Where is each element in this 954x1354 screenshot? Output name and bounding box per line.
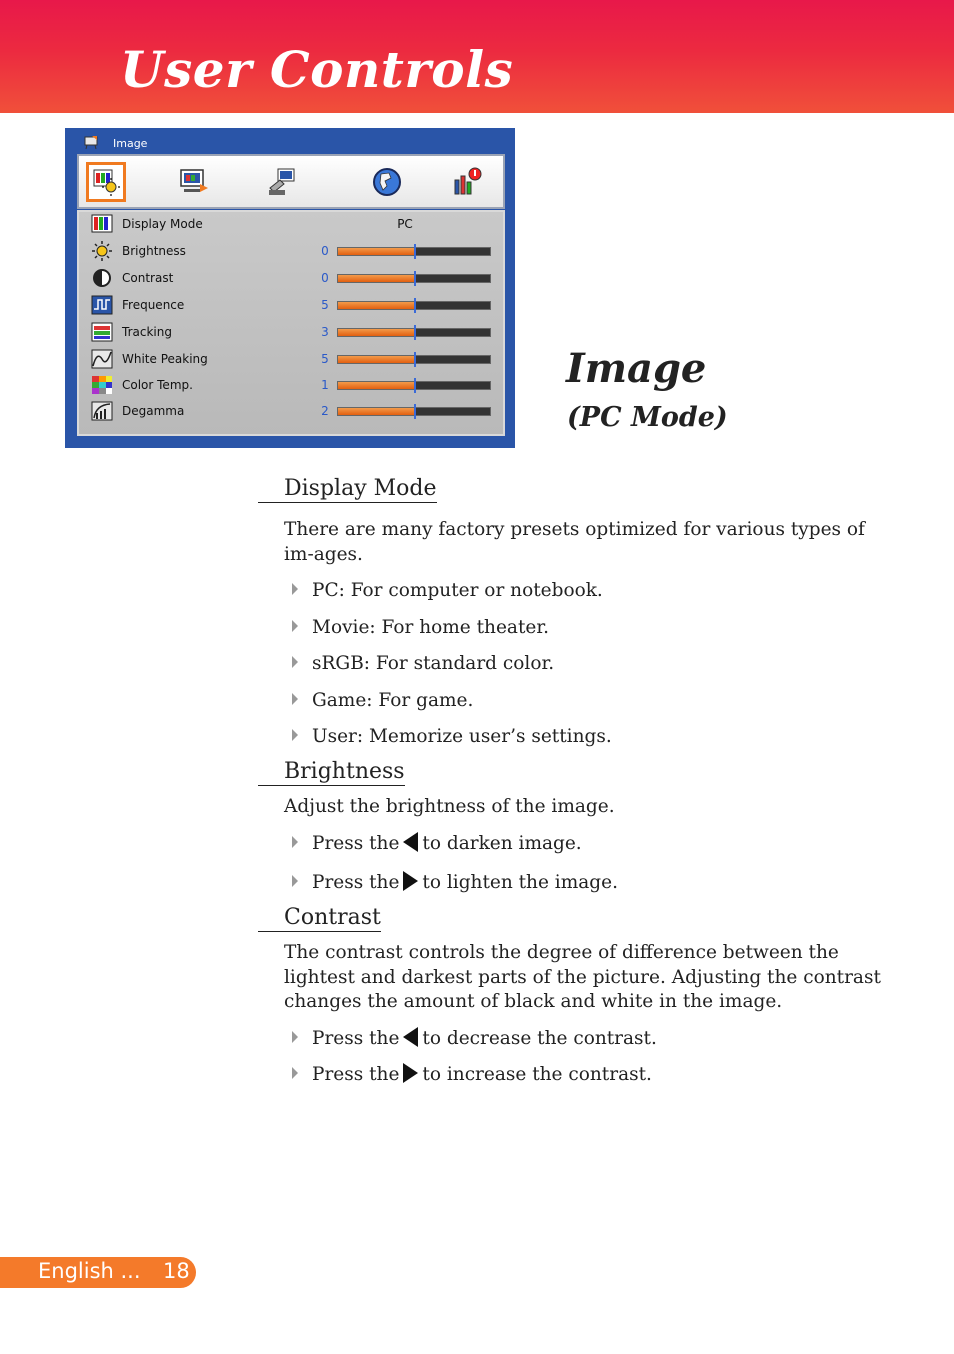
list-item (292, 871, 618, 895)
list-item (292, 689, 473, 713)
page-title: User Controls (120, 40, 514, 99)
contrast-icon (91, 268, 113, 288)
tab-display[interactable] (174, 162, 214, 202)
osd-row-label: Tracking (122, 325, 172, 339)
osd-row-tracking[interactable] (79, 320, 503, 346)
list-item (292, 1027, 657, 1051)
section-subtitle: (PC Mode) (567, 402, 728, 433)
heading-contrast: Contrast (258, 905, 381, 932)
section-title: Image (566, 345, 707, 392)
white-peaking-icon (91, 349, 113, 369)
heading-display-mode: Display Mode (258, 476, 437, 503)
language-globe-icon (371, 166, 403, 198)
bullet-text: to darken image. (422, 833, 582, 854)
osd-row-value: PC (397, 217, 413, 231)
right-arrow-key-icon (403, 871, 418, 891)
display-mode-icon (91, 214, 113, 234)
osd-row-color-temp[interactable] (79, 373, 503, 399)
osd-row-value: 1 (321, 378, 329, 392)
bullet-text: to lighten the image. (422, 872, 618, 893)
setup-icon (266, 166, 298, 198)
display-mode-description: There are many factory presets optimized for various types of im-ages. (284, 519, 865, 565)
osd-row-brightness[interactable] (79, 239, 503, 265)
osd-slider[interactable] (337, 407, 491, 416)
tab-options[interactable] (447, 162, 487, 202)
osd-row-label: Degamma (122, 404, 185, 418)
bullet-text: to increase the contrast. (422, 1064, 652, 1085)
osd-slider[interactable] (337, 328, 491, 337)
osd-slider[interactable] (337, 301, 491, 310)
osd-row-value: 0 (321, 271, 329, 285)
bullet-arrow-icon (292, 729, 298, 741)
bullet-text: sRGB: For standard color. (312, 653, 555, 674)
bullet-text: Press the (312, 872, 400, 893)
osd-title: Image (113, 137, 148, 150)
list-item (292, 652, 554, 676)
page-header (0, 0, 954, 113)
bullet-text: Game: For game. (312, 690, 474, 711)
osd-settings-list (77, 210, 505, 436)
osd-row-label: White Peaking (122, 352, 208, 366)
list-item (292, 616, 549, 640)
list-item (292, 832, 582, 856)
image-settings-icon (91, 167, 121, 197)
bullet-arrow-icon (292, 656, 298, 668)
brightness-description: Adjust the brightness of the image. (284, 796, 615, 817)
left-arrow-key-icon (403, 832, 418, 852)
tab-image[interactable] (86, 162, 126, 202)
degamma-icon (91, 401, 113, 421)
osd-slider[interactable] (337, 274, 491, 283)
bullet-text: Press the (312, 833, 400, 854)
brightness-icon (91, 241, 113, 261)
list-item (292, 579, 603, 603)
osd-row-frequence[interactable] (79, 293, 503, 319)
bullet-text: Press the (312, 1064, 400, 1085)
display-icon (178, 166, 210, 198)
bullet-text: Movie: For home theater. (312, 617, 550, 638)
osd-row-value: 0 (321, 244, 329, 258)
page-footer-tab (0, 1257, 196, 1288)
bullet-arrow-icon (292, 1067, 298, 1079)
bullet-text: Press the (312, 1028, 400, 1049)
list-item (292, 725, 612, 749)
bullet-text: User: Memorize user’s settings. (312, 726, 612, 747)
bullet-arrow-icon (292, 583, 298, 595)
osd-row-white-peaking[interactable] (79, 347, 503, 373)
list-item (292, 1063, 652, 1087)
options-icon (451, 166, 483, 198)
left-arrow-key-icon (403, 1027, 418, 1047)
osd-tab-bar (77, 154, 505, 209)
heading-brightness: Brightness (258, 759, 405, 786)
right-arrow-key-icon (403, 1063, 418, 1083)
image-menu-icon (83, 135, 99, 149)
tab-language[interactable] (367, 162, 407, 202)
osd-row-contrast[interactable] (79, 266, 503, 292)
contrast-description: The contrast controls the degree of difference between the lightest and darkest parts of the picture. Adjusting the contrast changes the amount of black and white in the image. (284, 942, 881, 1012)
osd-menu (65, 128, 515, 448)
osd-titlebar (73, 131, 507, 153)
bullet-text: PC: For computer or notebook. (312, 580, 603, 601)
osd-row-degamma[interactable] (79, 399, 503, 425)
osd-slider[interactable] (337, 381, 491, 390)
frequence-icon (91, 295, 113, 315)
osd-row-label: Color Temp. (122, 378, 193, 392)
footer-language: English ... (38, 1259, 141, 1283)
bullet-arrow-icon (292, 875, 298, 887)
page-number: 18 (163, 1259, 190, 1283)
bullet-arrow-icon (292, 1031, 298, 1043)
osd-row-value: 3 (321, 325, 329, 339)
osd-slider[interactable] (337, 247, 491, 256)
bullet-arrow-icon (292, 620, 298, 632)
osd-row-value: 5 (321, 298, 329, 312)
tab-setup[interactable] (262, 162, 302, 202)
osd-row-label: Frequence (122, 298, 185, 312)
osd-row-display-mode[interactable] (79, 212, 503, 238)
osd-row-label: Brightness (122, 244, 186, 258)
color-temp-icon (91, 375, 113, 395)
bullet-text: to decrease the contrast. (422, 1028, 657, 1049)
osd-row-label: Contrast (122, 271, 174, 285)
bullet-arrow-icon (292, 836, 298, 848)
osd-slider[interactable] (337, 355, 491, 364)
tracking-icon (91, 322, 113, 342)
osd-row-label: Display Mode (122, 217, 203, 231)
bullet-arrow-icon (292, 693, 298, 705)
osd-row-value: 5 (321, 352, 329, 366)
osd-row-value: 2 (321, 404, 329, 418)
